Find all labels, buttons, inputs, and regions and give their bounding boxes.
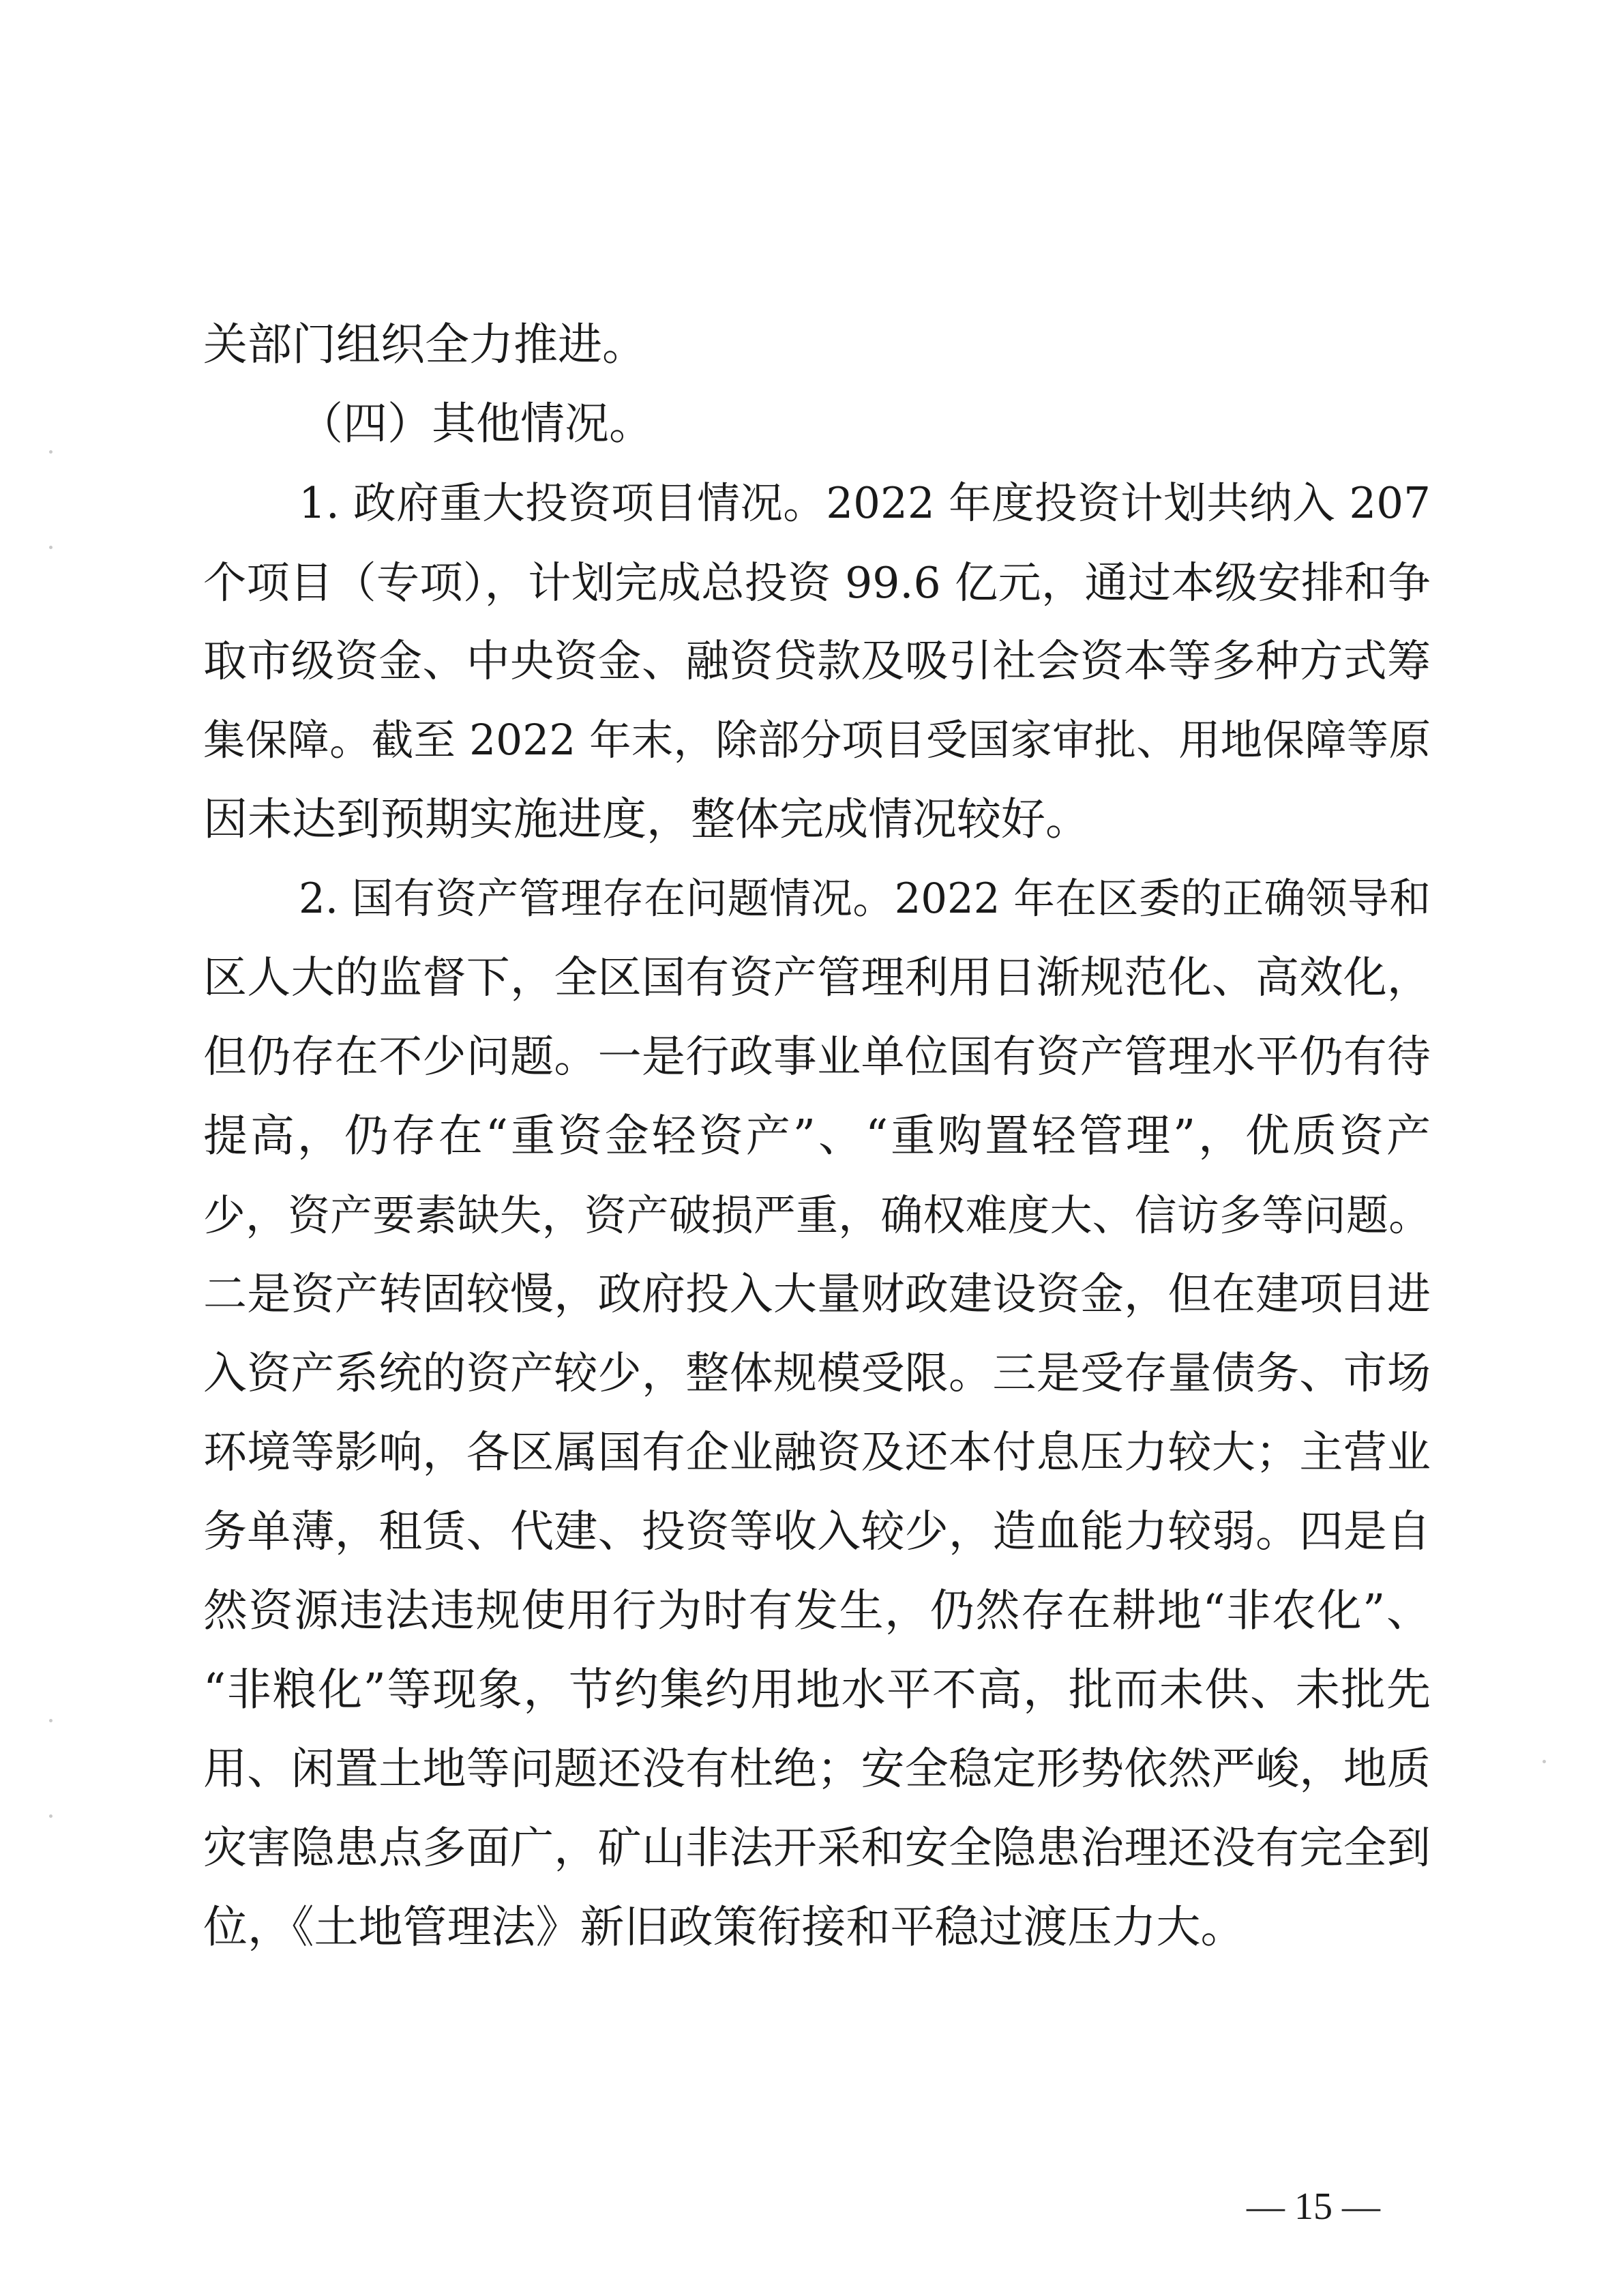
text-line: 提高，仍存在“重资金轻资产”、“重购置轻管理”，优质资产 bbox=[203, 1110, 1431, 1162]
text-line: 少，资产要素缺失，资产破损严重，确权难度大、信访多等问题。 bbox=[203, 1191, 1431, 1240]
scan-speck bbox=[1543, 1760, 1546, 1763]
text-line: 务单薄，租赁、代建、投资等收入较少，造血能力较弱。四是自 bbox=[203, 1507, 1431, 1557]
text-line: 关部门组织全力推进。 bbox=[203, 319, 647, 370]
document-body bbox=[203, 306, 1431, 1967]
text-line: 但仍存在不少问题。一是行政事业单位国有资产管理水平仍有待 bbox=[203, 1032, 1431, 1083]
text-line: 因未达到预期实施进度，整体完成情况较好。 bbox=[203, 794, 1090, 845]
page-number: — 15 — bbox=[1247, 2185, 1380, 2228]
text-line: 灾害隐患点多面广，矿山非法开采和安全隐患治理还没有完全到 bbox=[203, 1823, 1431, 1874]
text-line: 二是资产转固较慢，政府投入大量财政建设资金，但在建项目进 bbox=[203, 1269, 1431, 1320]
scan-speck bbox=[49, 1719, 53, 1722]
text-line: 1. 政府重大投资项目情况。2022 年度投资计划共纳入 207 bbox=[299, 478, 1431, 528]
text-line: 取市级资金、中央资金、融资贷款及吸引社会资本等多种方式筹 bbox=[203, 636, 1431, 687]
scan-speck bbox=[49, 1814, 53, 1818]
scan-speck bbox=[49, 546, 53, 549]
section-heading: （四）其他情况。 bbox=[299, 398, 654, 450]
text-line: 环境等影响，各区属国有企业融资及还本付息压力较大；主营业 bbox=[203, 1428, 1431, 1478]
text-line: 个项目（专项），计划完成总投资 99.6 亿元，通过本级安排和争 bbox=[203, 557, 1431, 608]
text-line: 2. 国有资产管理存在问题情况。2022 年在区委的正确领导和 bbox=[299, 874, 1431, 923]
text-line: 区人大的监督下，全区国有资产管理利用日渐规范化、高效化， bbox=[203, 953, 1431, 1003]
text-line: “非粮化”等现象，节约集约用地水平不高，批而未供、未批先 bbox=[203, 1664, 1431, 1716]
scan-speck bbox=[49, 450, 53, 454]
text-line: 然资源违法违规使用行为时有发生，仍然存在耕地“非农化”、 bbox=[203, 1585, 1431, 1636]
text-line: 集保障。截至 2022 年末，除部分项目受国家审批、用地保障等原 bbox=[203, 716, 1431, 765]
text-line: 位，《土地管理法》新旧政策衔接和平稳过渡压力大。 bbox=[203, 1902, 1245, 1953]
text-line: 入资产系统的资产较少，整体规模受限。三是受存量债务、市场 bbox=[203, 1349, 1431, 1399]
text-line: 用、闲置土地等问题还没有杜绝；安全稳定形势依然严峻，地质 bbox=[203, 1744, 1431, 1795]
